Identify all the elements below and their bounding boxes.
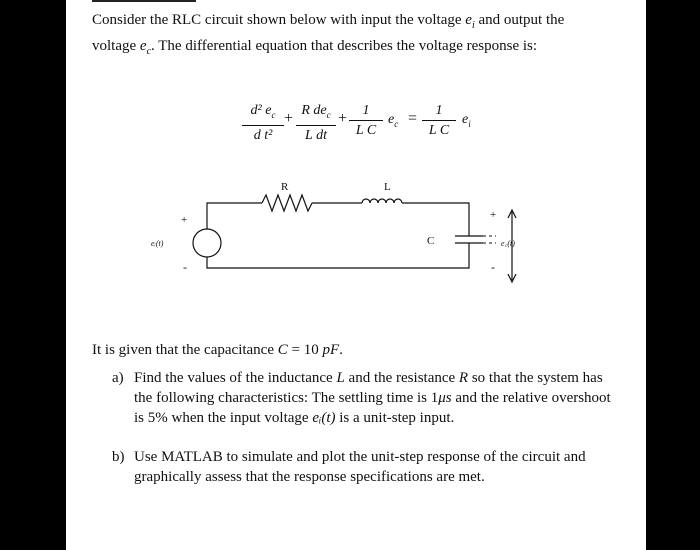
ei-variable: $e_i$ — [462, 112, 471, 129]
output-label: e꜀(t) — [501, 239, 515, 248]
question-a-text: Find the values of the inductance L and the resistance R so that the system has the following characteristics: The settling time is 1μs and the relative overshoot is 5% when the input voltage eᵢ(t) is a unit-step input. — [134, 370, 611, 426]
question-b — [112, 447, 612, 487]
term-one-over-lc: 1 L C — [349, 102, 383, 139]
ei-symbol: $e_i$ — [465, 12, 475, 31]
plus-sign: + — [284, 110, 294, 127]
resistor-label: R — [281, 181, 289, 193]
equals-sign: = — [408, 110, 418, 127]
ec-symbol: $e_c$ — [139, 38, 152, 57]
question-b-text: Use MATLAB to simulate and plot the unit-step response of the circuit and graphically assess that the response specifications are met. — [134, 449, 586, 485]
term-rhs-one-over-lc: 1 L C — [422, 102, 456, 139]
capacitor-label: C — [427, 235, 435, 247]
left-top-wire — [207, 203, 262, 229]
source-label: eᵢ(t) — [151, 239, 164, 248]
rlc-circuit-diagram — [66, 0, 646, 330]
term-first-derivative: R $de_c$ L dt — [296, 102, 336, 144]
intro-paragraph: Consider the RLC circuit shown below with input the voltage $e_i$ and output the voltage $e_c$. The differential equation that describes the voltage response is: — [92, 12, 565, 57]
question-a — [112, 368, 612, 428]
document-page — [66, 0, 646, 550]
question-a-label: a) — [112, 370, 124, 386]
output-minus: - — [491, 260, 495, 274]
source-minus: - — [183, 260, 187, 274]
output-plus: + — [490, 209, 497, 221]
inductor-coil — [362, 199, 402, 203]
inductor-label: L — [384, 181, 391, 193]
right-top-wire — [402, 203, 469, 236]
plus-sign: + — [338, 110, 348, 127]
given-statement: It is given that the capacitance C = 10 pF. — [92, 342, 343, 358]
question-b-label: b) — [112, 449, 125, 465]
ec-variable: $e_c$ — [388, 112, 399, 129]
term-second-derivative: d² $e_c$ d t² — [242, 102, 284, 144]
source-plus: + — [181, 214, 188, 226]
voltage-source — [193, 229, 221, 257]
resistor-zigzag — [262, 195, 312, 211]
